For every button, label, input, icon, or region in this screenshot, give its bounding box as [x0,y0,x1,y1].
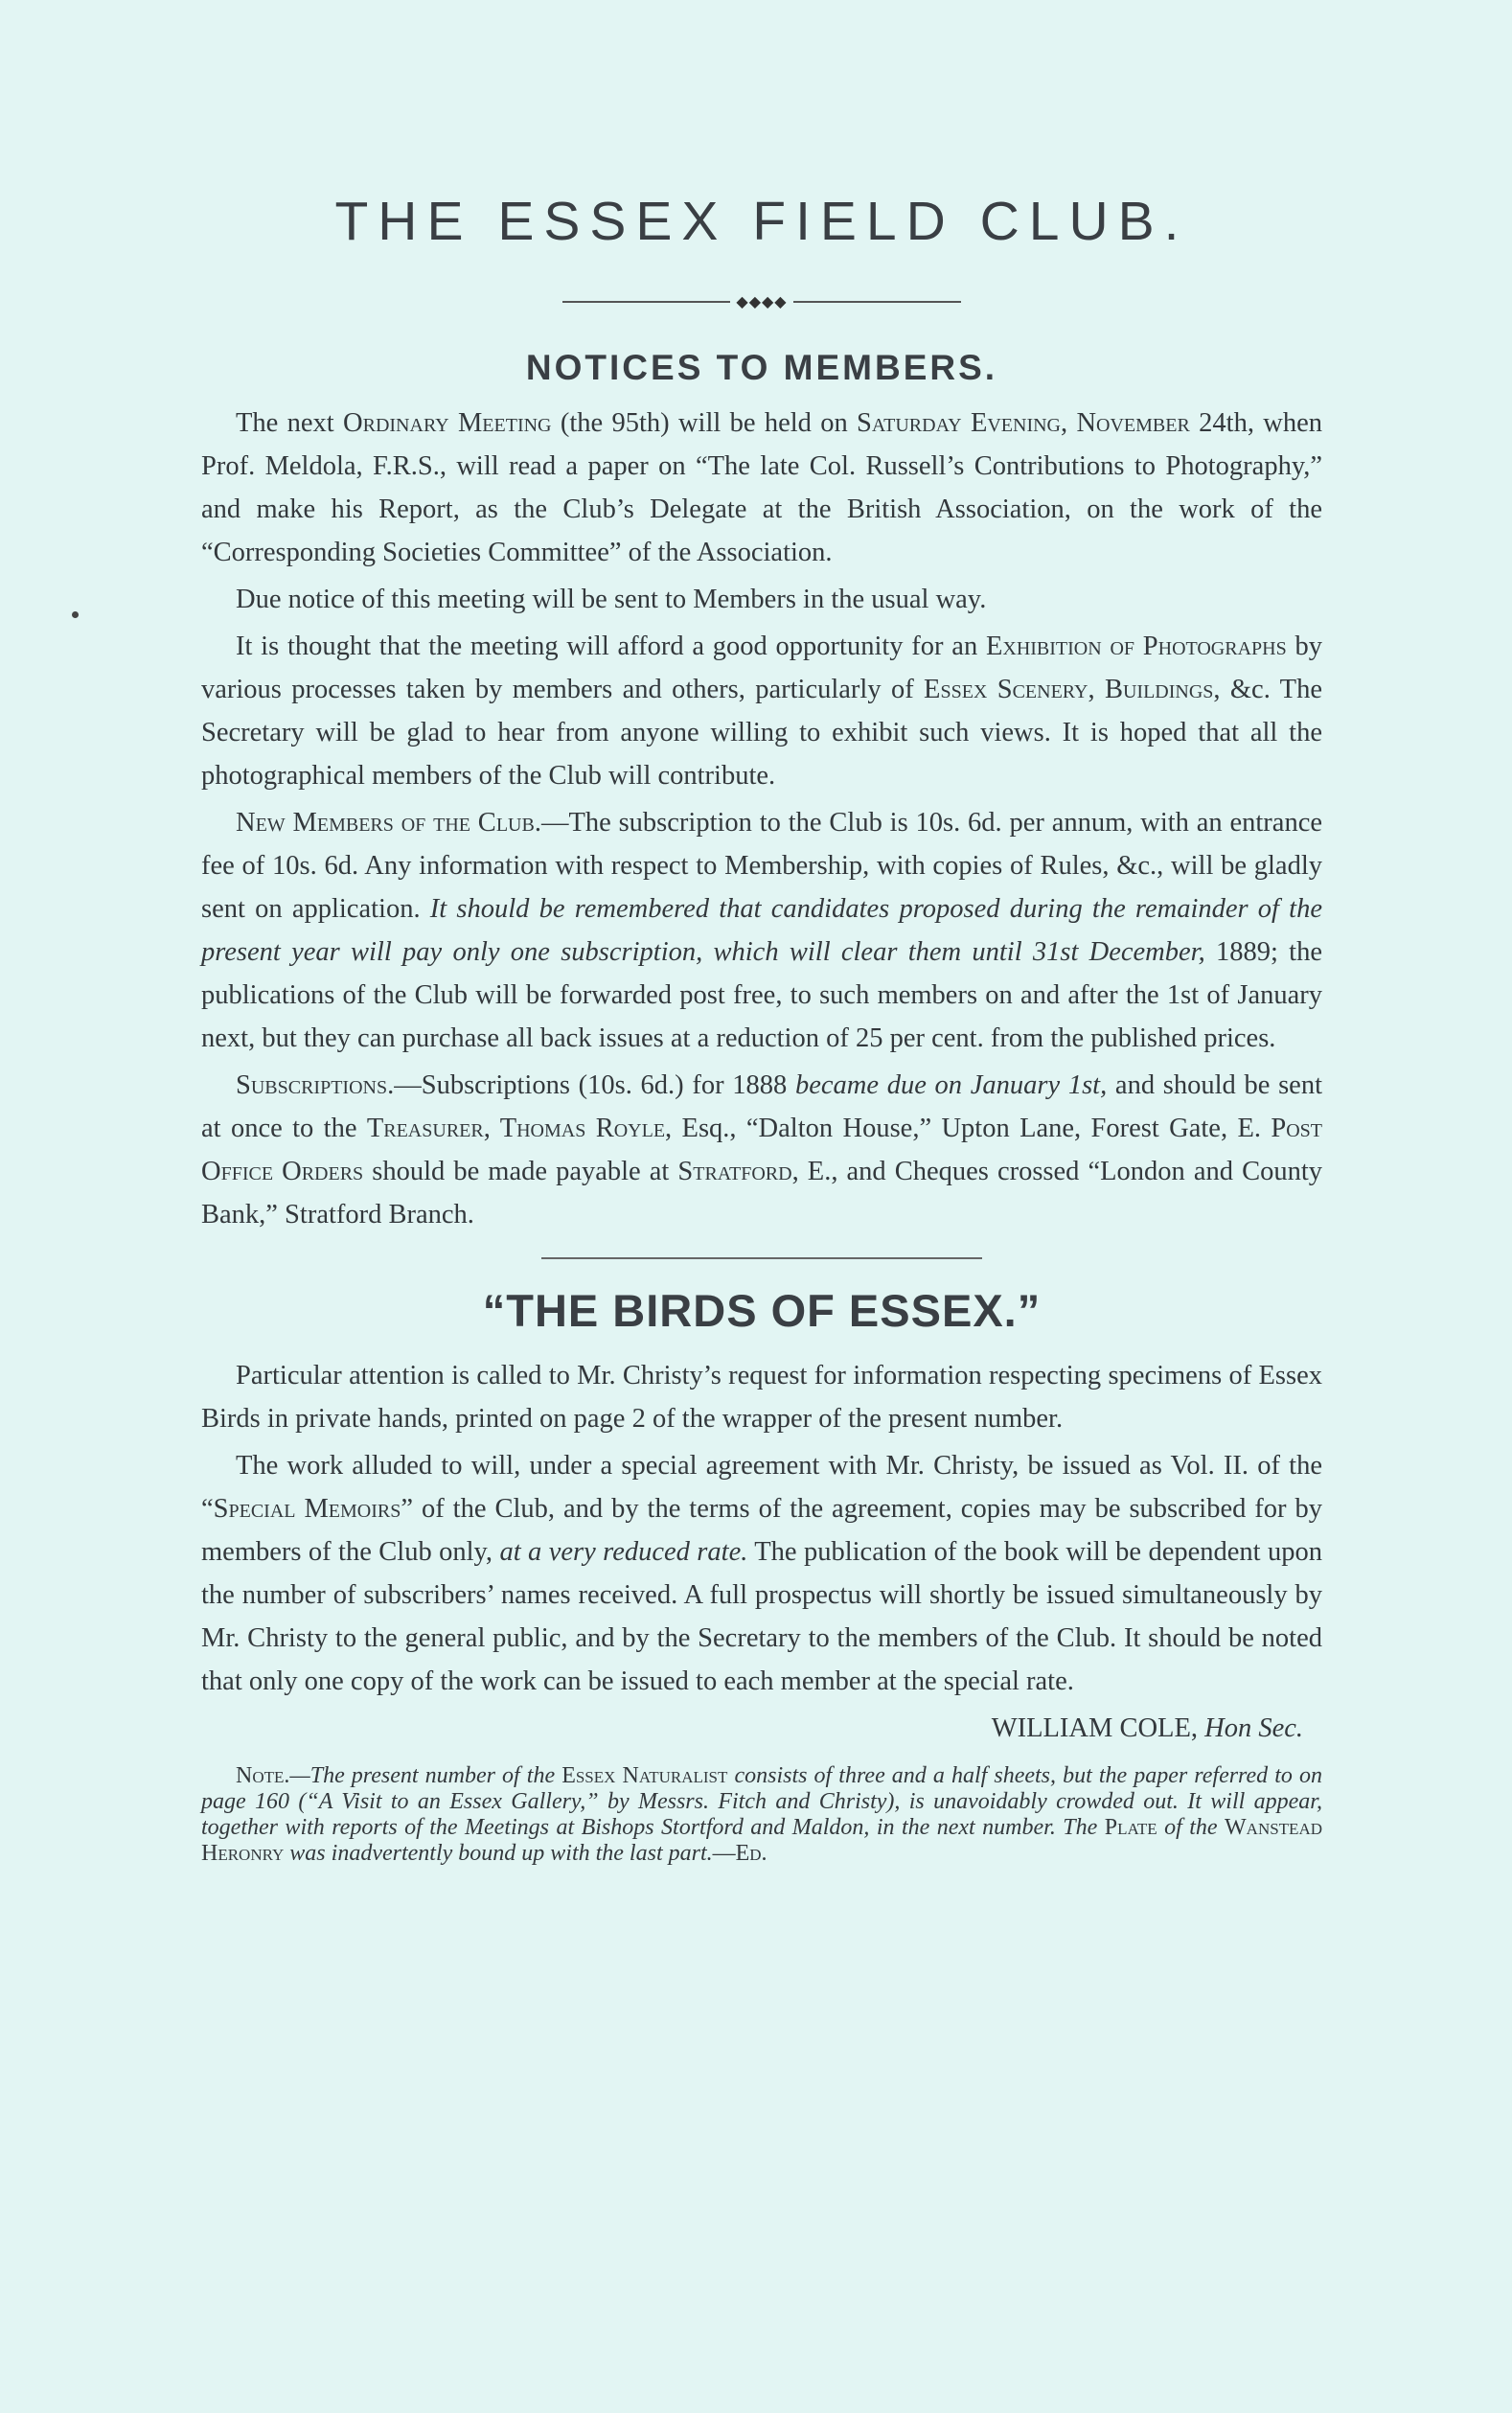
notice-paragraph-new-members: New Members of the Club.—The subscription to the Club is 10s. 6d. per annum, with an entrance fee of 10s. 6d. Any information with respect to Membership, with copies of Rules, &c., will be gladly sent on application. It should be remembered that candidates proposed during the remainder of the present year will pay only one subscription, which will clear them until 31st December, 1889; the publications of the Club will be forwarded post free, to such members on and after the 1st of January next, but they can purchase all back issues at a reduction of 25 per cent. from the published prices. [201,807,1322,1053]
ornamental-divider [201,292,1322,311]
divider-rule-left [562,301,730,303]
birds-paragraph-agreement: The work alluded to will, under a special agreement with Mr. Christy, be issued as Vol. II. of the “Special Memoirs” of the Club, and by the terms of the agreement, copies may be subscribed for by members of the Club only, at a very reduced rate. The publication of the book will be dependent upon the number of subscribers’ names received. A full prospectus will shortly be issued simultaneously by Mr. Christy to the general public, and by the Secretary to the members of the Club. It should be noted that only one copy of the work can be issued to each member at the special rate. [201,1450,1322,1696]
notice-page [201,172,1322,1890]
notices-heading: NOTICES TO MEMBERS. [525,347,998,387]
birds-paragraph-request: Particular attention is called to Mr. Christy’s request for information respecting specimens of Essex Birds in private hands, printed on page 2 of the wrapper of the present number. [201,1360,1322,1434]
section-divider [541,1257,982,1259]
notice-paragraph-due-notice: Due notice of this meeting will be sent to Members in the usual way. [236,584,987,614]
signature: WILLIAM COLE, Hon Sec. [991,1712,1303,1743]
club-title: THE ESSEX FIELD CLUB. [334,191,1189,252]
ink-speck [72,611,79,618]
notice-paragraph-exhibition: It is thought that the meeting will afford a good opportunity for an Exhibition of Photographs by various processes taken by members and others, particularly of Essex Scenery, Buildings, &c. The Secretary will be glad to hear from anyone willing to exhibit such views. It is hoped that all the photographical members of the Club will contribute. [201,631,1322,791]
editor-note: Note.—The present number of the Essex Naturalist consists of three and a half sheets, but the paper referred to on page 160 (“A Visit to an Essex Gallery,” by Messrs. Fitch and Christy), is unavoidably crowded out. It will appear, together with reports of the Meetings at Bishops Stortford and Maldon, in the next number. The Plate of the Wanstead Heronry was inadvertently bound up with the last part.—Ed. [201,1762,1322,1866]
diamond-ornament-icon: ◆◆◆◆ [736,292,788,311]
notice-paragraph-subscriptions: Subscriptions.—Subscriptions (10s. 6d.) for 1888 became due on January 1st, and should be sent at once to the Treasurer, Thomas Royle, Esq., “Dalton House,” Upton Lane, Forest Gate, E. Post Office Orders should be made payable at Stratford, E., and Cheques crossed “London and County Bank,” Stratford Branch. [201,1069,1323,1229]
birds-heading: “THE BIRDS OF ESSEX.” [482,1284,1042,1336]
divider-rule-right [793,301,961,303]
notice-paragraph-meeting: The next Ordinary Meeting (the 95th) will be held on Saturday Evening, November 24th, when Prof. Meldola, F.R.S., will read a paper on “The late Col. Russell’s Contributions to Photography,” and make his Report, as the Club’s Delegate at the British Association, on the work of the “Corresponding Societies Committee” of the Association. [201,407,1323,567]
